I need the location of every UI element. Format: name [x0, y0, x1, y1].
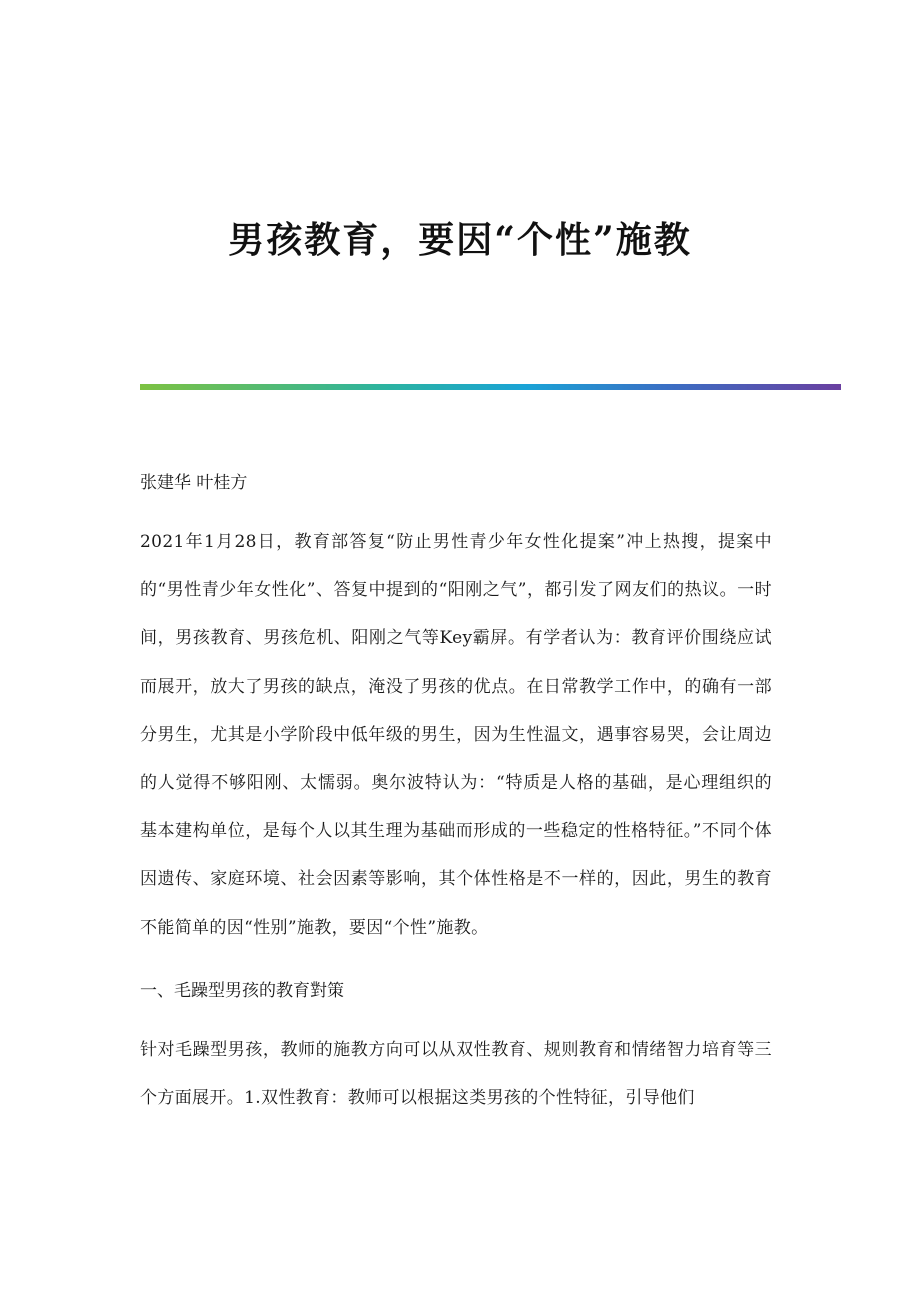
document-body — [140, 463, 772, 1122]
authors-line: 张建华 叶桂方 — [140, 473, 248, 493]
body-paragraph-2: 针对毛躁型男孩，教师的施教方向可以从双性教育、规则教育和情绪智力培育等三个方面展开。1.双性教育：教师可以根据这类男孩的个性特征，引导他们 — [140, 1039, 772, 1108]
document-title: 男孩教育，要因“个性”施教 — [228, 219, 692, 261]
section-heading: 一、毛躁型男孩的教育對策 — [140, 980, 344, 1001]
title-divider — [140, 384, 841, 390]
body-paragraph-1: 2021年1月28日，教育部答复“防止男性青少年女性化提案”冲上热搜，提案中的“男性青少年女性化”、答复中提到的“阳刚之气”，都引发了网友们的热议。一时间，男孩教育、男孩危机、阳刚之气等Key霸屏。有学者认为：教育评价围绕应试而展开，放大了男孩的缺点，淹没了男孩的优点。在日常教学工作中，的确有一部分男生，尤其是小学阶段中低年级的男生，因为生性温文，遇事容易哭，会让周边的人觉得不够阳刚、太懦弱。奥尔波特认为：“特质是人格的基础，是心理组织的基本建构单位，是每个人以其生理为基础而形成的一些稳定的性格特征。”不同个体因遗传、家庭环境、社会因素等影响，其个体性格是不一样的，因此，男生的教育不能简单的因“性别”施教，要因“个性”施教。 — [140, 532, 772, 938]
